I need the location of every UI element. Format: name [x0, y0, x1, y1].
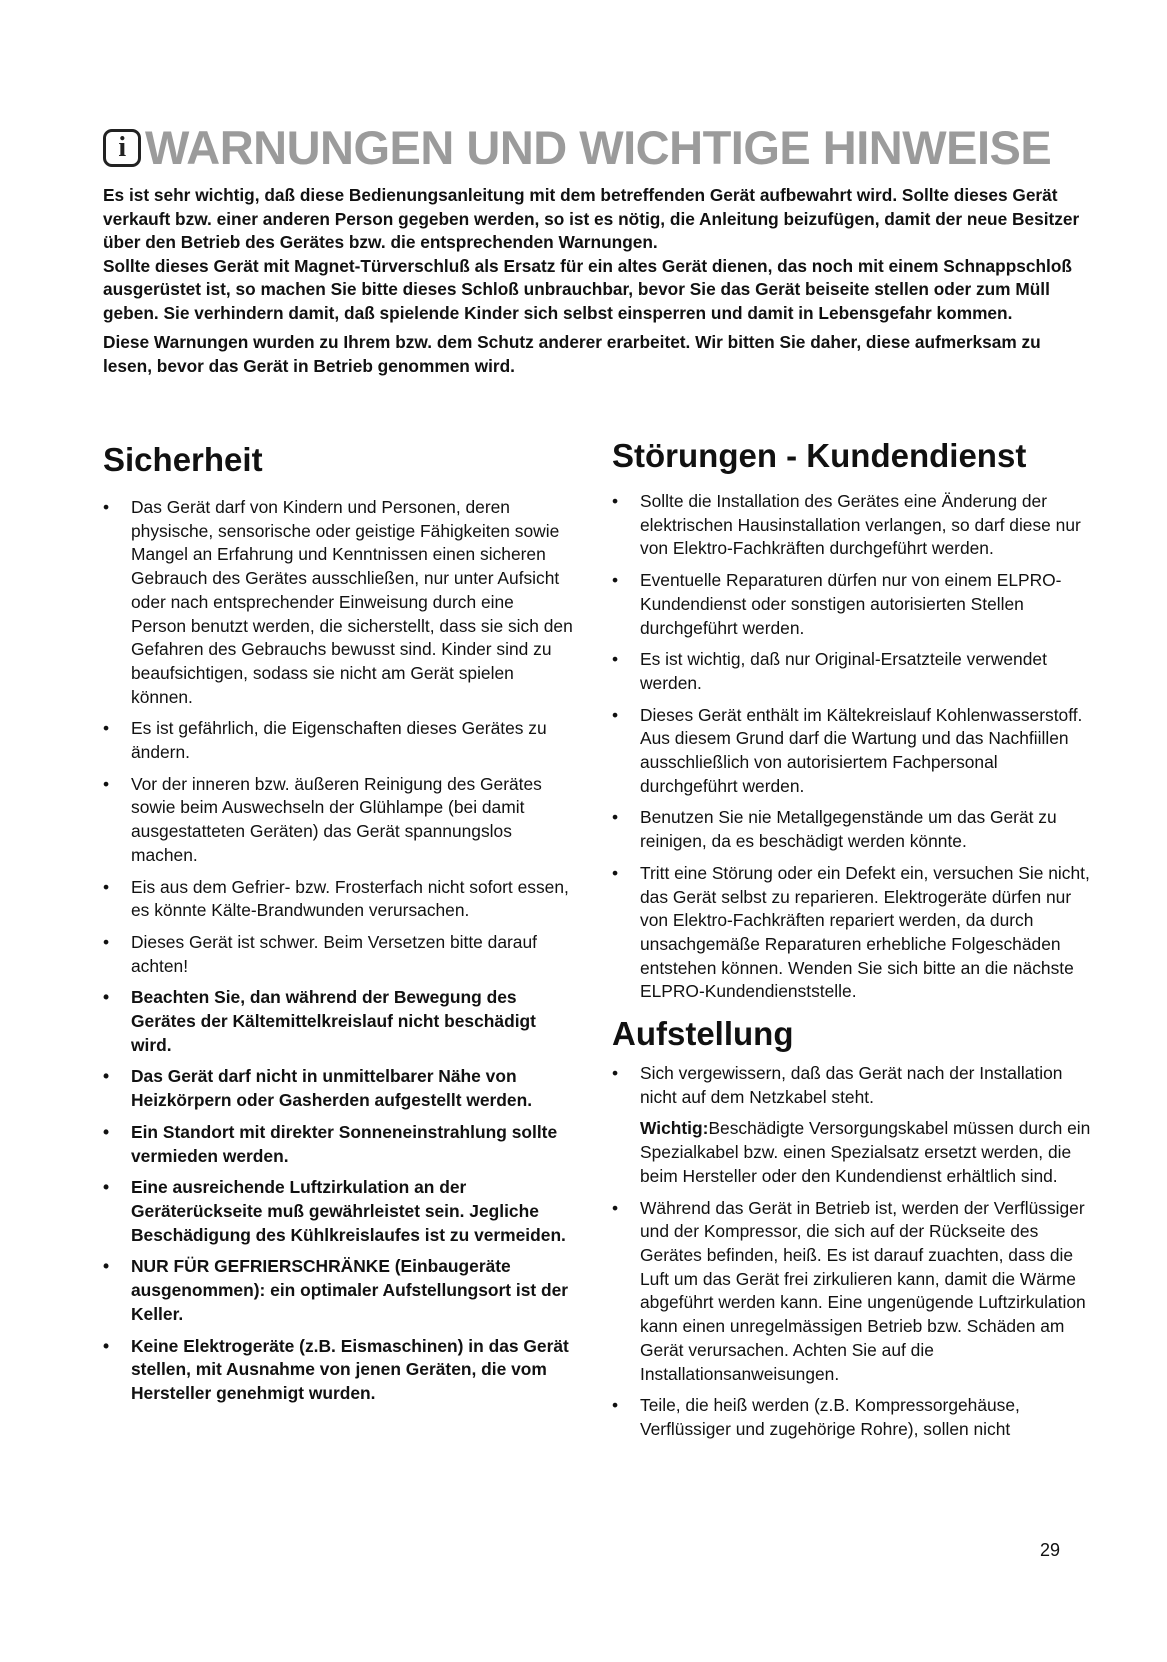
section-sicherheit: [103, 438, 573, 1414]
aufstellung-list: [612, 1062, 1092, 1442]
list-item: • Es ist gefährlich, die Eigenschaften dieses Gerätes zu ändern.: [103, 717, 573, 764]
list-item: • Sollte die Installation des Gerätes eine Änderung der elektrischen Hausinstallation verlangen, so darf diese nur von Elektro-Fachkräften durchgeführt werden.: [612, 490, 1092, 561]
list-item: • Benutzen Sie nie Metallgegenstände um das Gerät zu reinigen, da es beschädigt werden könnte.: [612, 806, 1092, 853]
section-stoerungen: [612, 434, 1092, 1450]
section-heading-aufstellung: Aufstellung: [612, 1015, 794, 1053]
intro-text: [103, 184, 1083, 378]
intro-paragraph: Sollte dieses Gerät mit Magnet-Türverschluß als Ersatz für ein altes Gerät dienen, das noch mit einem Schnappschloß ausgerüstet ist, so machen Sie bitte dieses Schloß unbrauchbar, bevor Sie das Gerät beiseite stellen oder zum Müll geben. Sie verhindern damit, daß spielende Kinder sich selbst einsperren und damit in Lebensgefahr kommen.: [103, 255, 1072, 323]
section-heading: Störungen - Kundendienst: [612, 437, 1027, 474]
list-item: • Es ist wichtig, daß nur Original-Ersatzteile verwendet werden.: [612, 648, 1092, 695]
list-item: • Vor der inneren bzw. äußeren Reinigung des Gerätes sowie beim Auswechseln der Glühlampe (bei damit ausgestatteten Geräten) das Gerät spannungslos machen.: [103, 773, 573, 868]
note-text: Beschädigte Versorgungskabel müssen durch ein Spezialkabel bzw. einen Spezialsatz ersetzt werden, die beim Hersteller oder den Kundendienst erhältlich sind.: [640, 1118, 1091, 1186]
list-item: • Ein Standort mit direkter Sonneneinstrahlung sollte vermieden werden.: [103, 1121, 573, 1168]
info-icon: i: [103, 129, 141, 167]
list-item: • Das Gerät darf von Kindern und Personen, deren physische, sensorische oder geistige Fähigkeiten sowie Mangel an Erfahrung und Kenntnissen einen sicheren Gebrauch des Gerätes ausschließen, nur unter Aufsicht oder nach entsprechender Einweisung durch eine Person benutzt werden, die sicherstellt, dass sie sich den Gefahren des Gebrauchs bewusst sind. Kinder sind zu beaufsichtigen, sodass sie nicht am Gerät spielen können.: [103, 496, 573, 709]
list-item: • NUR FÜR GEFRIERSCHRÄNKE (Einbaugeräte ausgenommen): ein optimaler Aufstellungsort ist der Keller.: [103, 1255, 573, 1326]
list-item: • Teile, die heiß werden (z.B. Kompressorgehäuse, Verflüssiger und zugehörige Rohre), sollen nicht: [612, 1394, 1092, 1441]
page-title-text: WARNUNGEN UND WICHTIGE HINWEISE: [145, 121, 1052, 174]
intro-paragraph: Diese Warnungen wurden zu Ihrem bzw. dem Schutz anderer erarbeitet. Wir bitten Sie daher, diese aufmerksam zu lesen, bevor das Gerät in Betrieb genommen wird.: [103, 332, 1041, 376]
stoerungen-list: [612, 490, 1092, 1004]
list-item: • Eine ausreichende Luftzirkulation an der Geräterückseite muß gewährleistet sein. Jegliche Beschädigung des Kühlkreislaufes ist zu vermeiden.: [103, 1176, 573, 1247]
list-item: • Keine Elektrogeräte (z.B. Eismaschinen) in das Gerät stellen, mit Ausnahme von jenen Geräten, die vom Hersteller genehmigt wurden.: [103, 1335, 573, 1406]
page-title: [103, 118, 1103, 178]
list-item: • Tritt eine Störung oder ein Defekt ein, versuchen Sie nicht, das Gerät selbst zu reparieren. Elektrogeräte dürfen nur von Elektro-Fachkräften repariert werden, da durch unsachgemäße Reparaturen erhebliche Folgeschäden entstehen können. Wenden Sie sich bitte an die nächste ELPRO-Kundendienststelle.: [612, 862, 1092, 1004]
note-item: [612, 1117, 1092, 1188]
list-item: • Sich vergewissern, daß das Gerät nach der Installation nicht auf dem Netzkabel steht.: [612, 1062, 1092, 1109]
list-item: • Eis aus dem Gefrier- bzw. Frosterfach nicht sofort essen, es könnte Kälte-Brandwunden verursachen.: [103, 876, 573, 923]
section-heading: Sicherheit: [103, 441, 263, 478]
intro-paragraph: Es ist sehr wichtig, daß diese Bedienungsanleitung mit dem betreffenden Gerät aufbewahrt wird. Sollte dieses Gerät verkauft bzw. einer anderen Person gegeben werden, so ist es nötig, die Anleitung beizufügen, damit der neue Besitzer über den Betrieb des Gerätes bzw. die entsprechenden Warnungen.: [103, 185, 1080, 252]
list-item: • Beachten Sie, dan während der Bewegung des Gerätes der Kältemittelkreislauf nicht beschädigt wird.: [103, 986, 573, 1057]
list-item: • Das Gerät darf nicht in unmittelbarer Nähe von Heizkörpern oder Gasherden aufgestellt werden.: [103, 1065, 573, 1112]
list-item: • Während das Gerät in Betrieb ist, werden der Verflüssiger und der Kompressor, die sich auf der Rückseite des Gerätes befinden, heiß. Es ist darauf zuachten, dass die Luft um das Gerät frei zirkulieren kann, damit die Wärme abgeführt werden kann. Eine ungenügende Luftzirkulation kann einen unregelmässigen Betrieb bzw. Schäden am Gerät verursachen. Achten Sie auf die Installationsanweisungen.: [612, 1197, 1092, 1387]
note-label: Wichtig:: [640, 1118, 709, 1139]
list-item: • Eventuelle Reparaturen dürfen nur von einem ELPRO-Kundendienst oder sonstigen autorisierten Stellen durchgeführt werden.: [612, 569, 1092, 640]
sicherheit-list: [103, 496, 573, 1406]
list-item: • Dieses Gerät ist schwer. Beim Versetzen bitte darauf achten!: [103, 931, 573, 978]
page-number: 29: [1040, 1540, 1061, 1560]
list-item: • Dieses Gerät enthält im Kältekreislauf Kohlenwasserstoff. Aus diesem Grund darf die Wartung und das Nachfiillen ausschließlich von autorisiertem Fachpersonal durchgeführt werden.: [612, 704, 1092, 799]
